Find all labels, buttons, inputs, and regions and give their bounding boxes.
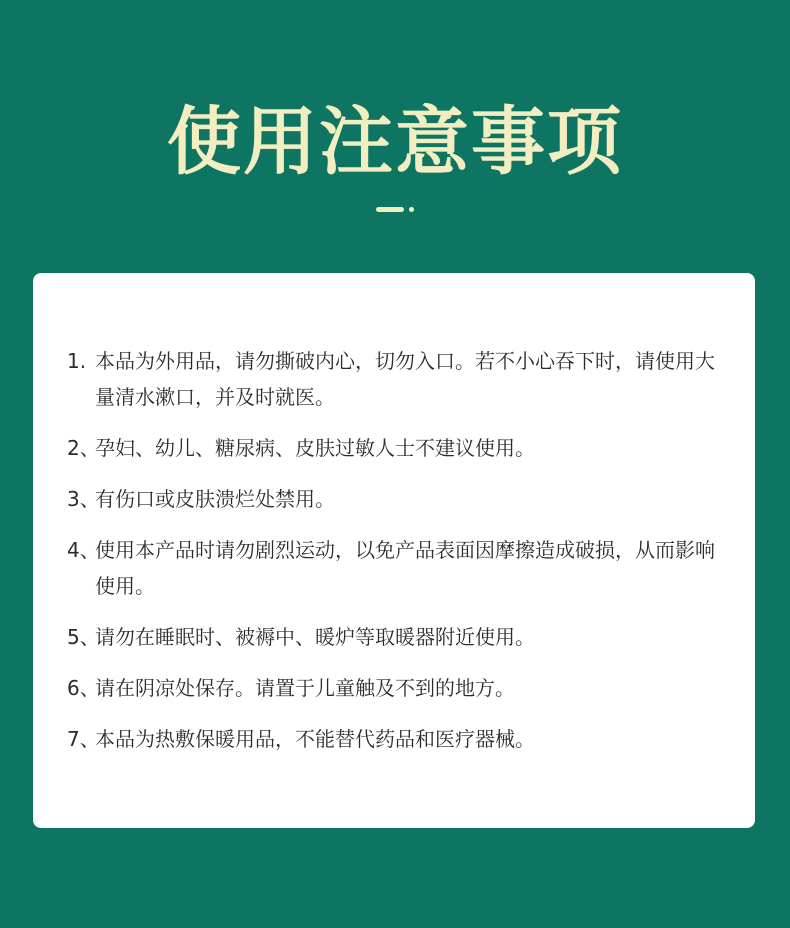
note-item: [67, 721, 727, 757]
title-divider: [376, 207, 416, 213]
note-number: 1.: [67, 349, 87, 373]
note-item: [67, 619, 727, 655]
note-text: 本品为热敷保暖用品，不能替代药品和医疗器械。: [95, 727, 535, 751]
note-number: 5、: [67, 625, 100, 649]
note-number: 6、: [67, 676, 100, 700]
note-item: [67, 343, 727, 415]
note-text: 请在阴凉处保存。请置于儿童触及不到的地方。: [95, 676, 515, 700]
note-item: [67, 481, 727, 517]
divider-dash: [376, 207, 404, 212]
notes-card: [33, 273, 755, 828]
note-number: 4、: [67, 538, 100, 562]
note-number: 3、: [67, 487, 100, 511]
note-number: 2、: [67, 436, 100, 460]
note-item: [67, 430, 727, 466]
notes-list: [67, 343, 727, 772]
divider-dot: [409, 207, 414, 212]
note-text: 请勿在睡眠时、被褥中、暖炉等取暖器附近使用。: [95, 625, 535, 649]
note-number: 7、: [67, 727, 100, 751]
note-text: 孕妇、幼儿、糖尿病、皮肤过敏人士不建议使用。: [95, 436, 535, 460]
note-item: [67, 670, 727, 706]
page-title: 使用注意事项: [167, 99, 623, 185]
note-text: 本品为外用品，请勿撕破内心，切勿入口。若不小心吞下时，请使用大量清水漱口，并及时就医。: [95, 349, 715, 409]
note-item: [67, 532, 727, 604]
note-text: 有伤口或皮肤溃烂处禁用。: [95, 487, 335, 511]
note-text: 使用本产品时请勿剧烈运动，以免产品表面因摩擦造成破损，从而影响使用。: [95, 538, 715, 598]
